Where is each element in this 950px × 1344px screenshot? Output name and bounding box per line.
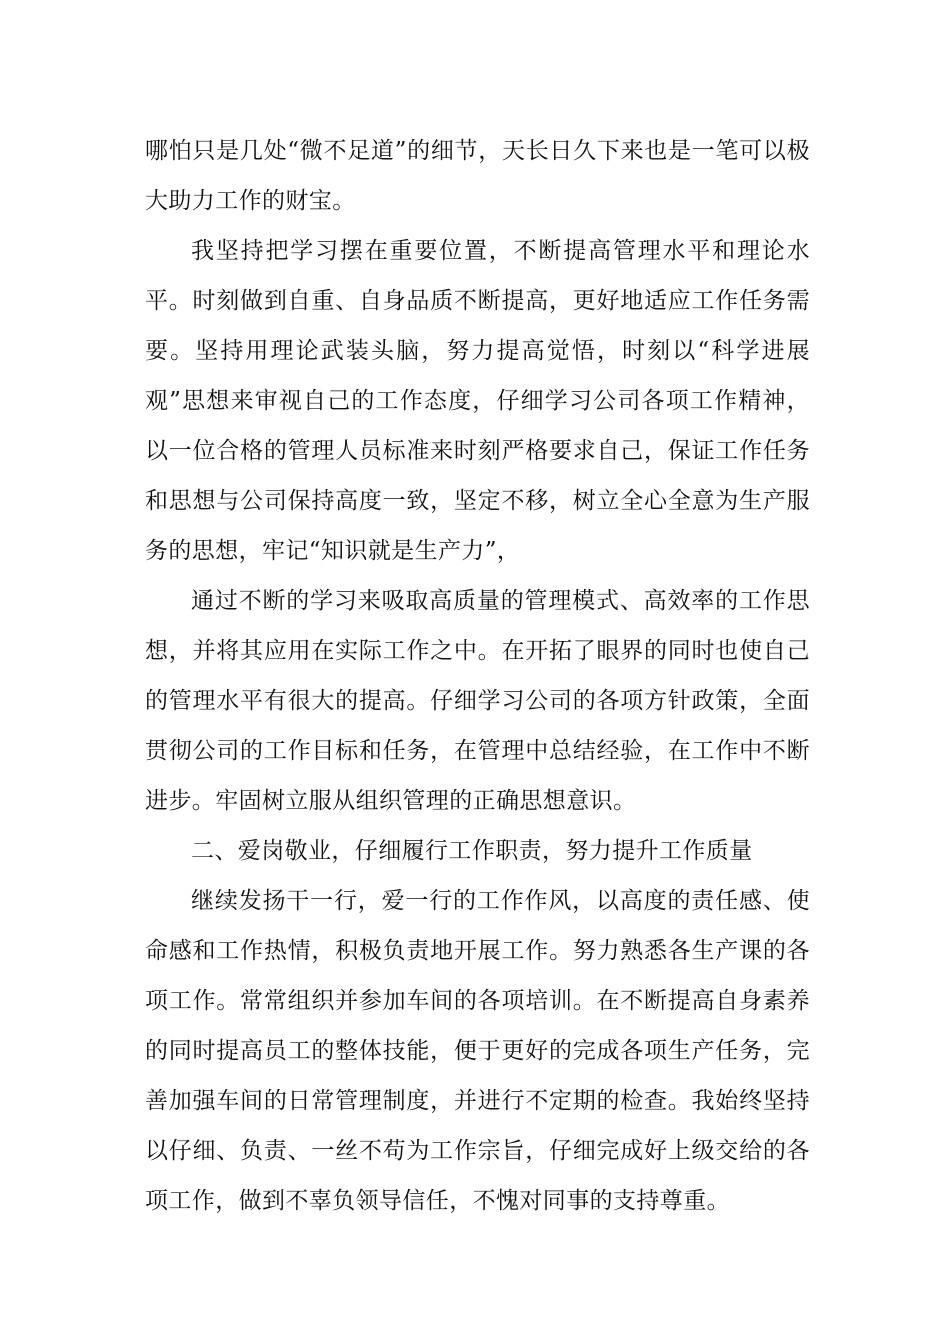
paragraph-study: 我坚持把学习摆在重要位置，不断提高管理水平和理论水平。时刻做到自重、自身品质不断提高，更好地适应工作任务需要。坚持用理论武装头脑，努力提高觉悟，时刻以“科学进展观”思想来审视自己的工作态度，仔细学习公司各项工作精神，以一位合格的管理人员标准来时刻严格要求自己，保证工作任务和思想与公司保持高度一致，坚定不移，树立全心全意为生产服务的思想，牢记“知识就是生产力”， (145, 238, 810, 564)
paragraph-dedication: 继续发扬干一行，爱一行的工作作风，以高度的责任感、使命感和工作热情，积极负责地开展工作。努力熟悉各生产课的各项工作。常常组织并参加车间的各项培训。在不断提高自身素养的同时提高员工的整体技能，便于更好的完成各项生产任务，完善加强车间的日常管理制度，并进行不定期的检查。我始终坚持以仔细、负责、一丝不苟为工作宗旨，仔细完成好上级交给的各项工作，做到不辜负领导信任，不愧对同事的支持尊重。 (145, 888, 810, 1214)
section-heading: 二、爱岗敬业，仔细履行工作职责，努力提升工作质量 (191, 838, 753, 864)
paragraph-learning: 通过不断的学习来吸取高质量的管理模式、高效率的工作思想，并将其应用在实际工作之中。在开拓了眼界的同时也使自己的管理水平有很大的提高。仔细学习公司的各项方针政策，全面贯彻公司的工作目标和任务，在管理中总结经验，在工作中不断进步。牢固树立服从组织管理的正确思想意识。 (145, 588, 810, 814)
document-body (145, 126, 810, 1226)
paragraph-continuation: 哪怕只是几处“微不足道”的细节，天长日久下来也是一笔可以极大助力工作的财宝。 (145, 138, 810, 214)
